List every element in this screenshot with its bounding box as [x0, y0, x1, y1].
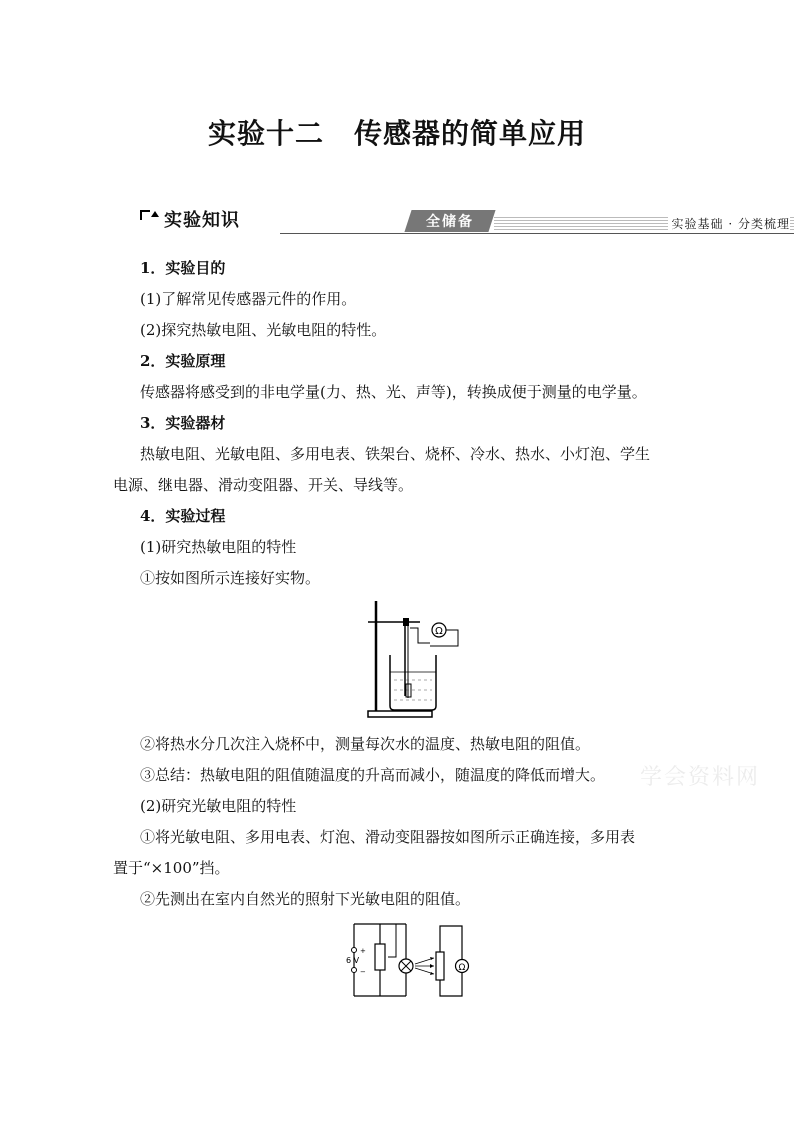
clamp-holder — [403, 618, 409, 626]
photoresistor — [436, 952, 444, 980]
section-4-step-2a-line-2: 置于“×100”挡。 — [113, 859, 230, 877]
ray-arrow-2 — [430, 964, 434, 968]
slider-wire — [392, 924, 396, 957]
section-1-heading: 1．实验目的 — [140, 259, 226, 277]
banner-label: 实验知识 — [164, 210, 240, 231]
terminal-minus — [352, 968, 357, 973]
section-3-line-2: 电源、继电器、滑动变阻器、开关、导线等。 — [113, 476, 414, 494]
banner-right-label: 实验基础 · 分类梳理 — [668, 215, 790, 232]
section-4-sub-1: (1)研究热敏电阻的特性 — [140, 538, 297, 556]
section-1-line-2: (2)探究热敏电阻、光敏电阻的特性。 — [140, 321, 387, 339]
banner-divider — [280, 233, 794, 234]
terminal-plus — [352, 948, 357, 953]
ohmmeter-symbol-2: Ω — [458, 963, 466, 973]
wire-a — [410, 628, 430, 643]
voltage-label: 6 V — [346, 956, 360, 965]
section-1-line-1: (1)了解常见传感器元件的作用。 — [140, 290, 357, 308]
ohmmeter-symbol: Ω — [435, 626, 443, 637]
banner-corner-mark — [140, 210, 150, 220]
section-2-heading: 2．实验原理 — [140, 352, 226, 370]
watermark: 学会资料网 — [640, 765, 761, 790]
rheostat — [375, 944, 385, 970]
section-3-line-1: 热敏电阻、光敏电阻、多用电表、铁架台、烧杯、冷水、热水、小灯泡、学生 — [140, 445, 651, 463]
thermistor-setup-figure — [360, 598, 470, 722]
section-3-heading: 3．实验器材 — [140, 414, 226, 432]
section-4-step-1a: ①按如图所示连接好实物。 — [140, 569, 321, 587]
beaker — [390, 655, 436, 710]
photoresistor-circuit-figure — [340, 922, 470, 1002]
section-4-step-2a-line-1: ①将光敏电阻、多用电表、灯泡、滑动变阻器按如图所示正确连接，多用表 — [140, 828, 636, 846]
minus-label: − — [360, 968, 366, 976]
title-part2: 传感器的简单应用 — [354, 117, 587, 150]
section-4-step-2b: ②先测出在室内自然光的照射下光敏电阻的阻值。 — [140, 890, 471, 908]
title-part1: 实验十二 — [207, 117, 324, 150]
section-4-step-1b: ②将热水分几次注入烧杯中，测量每次水的温度、热敏电阻的阻值。 — [140, 735, 591, 753]
page-title — [0, 112, 794, 152]
section-banner — [140, 206, 794, 236]
plus-label: + — [360, 947, 366, 955]
section-2-line-1: 传感器将感受到的非电学量(力、热、光、声等)，转换成便于测量的电学量。 — [140, 383, 647, 401]
banner-tag: 全储备 — [426, 214, 474, 230]
section-4-step-1c: ③总结：热敏电阻的阻值随温度的升高而减小，随温度的降低而增大。 — [140, 766, 606, 784]
section-4-sub-2: (2)研究光敏电阻的特性 — [140, 797, 297, 815]
banner-triangle-icon — [151, 211, 159, 217]
section-4-heading: 4．实验过程 — [140, 507, 226, 525]
stand-base — [368, 711, 432, 717]
